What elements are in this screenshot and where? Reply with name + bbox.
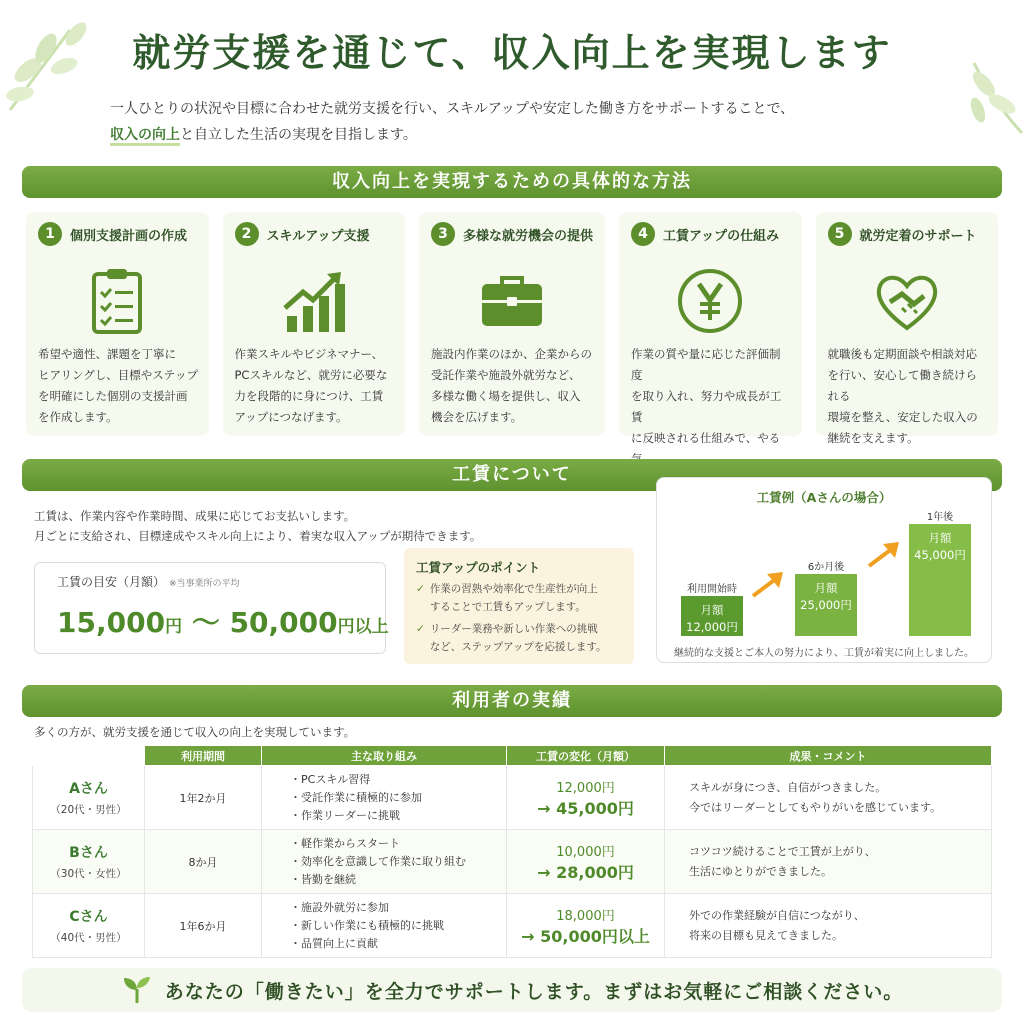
user-name: Aさん: [69, 781, 108, 797]
sprout-icon: [121, 975, 153, 1005]
check-icon: ✓: [416, 623, 425, 635]
table-header: 利用期間: [145, 746, 262, 766]
chart-bar: [795, 574, 857, 636]
chart-note: 継続的な支援とご本人の努力により、工賃が着実に向上しました。: [674, 648, 974, 659]
results-table: [32, 745, 992, 958]
method-card-4: [619, 212, 802, 445]
method-number: 4: [631, 222, 655, 246]
table-header: 工賃の変化（月額）: [507, 746, 665, 766]
intro-line-2: と自立した生活の実現を目指します。: [180, 127, 417, 143]
footer-banner: [22, 968, 1002, 1012]
method-card-2: [223, 212, 406, 436]
comment: 外での作業経験が自信につながり、 将来の目標も見えてきました。: [665, 894, 992, 958]
footer-message: あなたの「働きたい」を全力でサポートします。まずはお気軽にご相談ください。: [164, 980, 904, 1003]
usage-period: 1年6か月: [145, 894, 262, 958]
results-band: 利用者の実績: [22, 685, 1002, 717]
wage-change: 18,000円 → 50,000円以上: [507, 894, 665, 958]
wage-point-item: ✓ リーダー業務や新しい作業への挑戦 など、ステップアップを応援します。: [416, 620, 622, 656]
bar-category-label: 6か月後: [807, 562, 845, 573]
chart-bar: [681, 596, 743, 636]
method-card-1: [26, 212, 209, 436]
user-meta: （40代・男性）: [50, 932, 127, 944]
bar-data-label: 月額: [814, 581, 838, 595]
results-description: 多くの方が、就労支援を通じて収入の向上を実現しています。: [34, 725, 356, 739]
user-name: Bさん: [69, 845, 108, 861]
usage-period: 1年2か月: [145, 766, 262, 830]
method-title: 個別支援計画の作成: [70, 228, 188, 244]
bar-data-label: 12,000円: [686, 620, 738, 634]
table-header: 主な取り組み: [262, 746, 507, 766]
intro-highlight: 収入の向上: [110, 127, 180, 146]
method-card-3: [419, 212, 605, 436]
method-number: 3: [431, 222, 455, 246]
yen-coin-icon: [675, 266, 745, 336]
wage-range: 15,000円 ～ 50,000円以上: [57, 606, 389, 639]
page-title: 就労支援を通じて、収入向上を実現します: [132, 31, 892, 75]
table-row: [33, 766, 992, 830]
wage-points-box: [404, 548, 634, 664]
wage-change: 12,000円 → 45,000円: [507, 766, 665, 830]
method-title: 工賃アップの仕組み: [663, 228, 780, 244]
usage-period: 8か月: [145, 830, 262, 894]
user-meta: （20代・男性）: [50, 804, 127, 816]
user-meta: （30代・女性）: [50, 868, 127, 880]
method-cards: [26, 212, 998, 445]
table-row: [33, 830, 992, 894]
methods-band: 収入向上を実現するための具体的な方法: [22, 166, 1002, 198]
wage-points-title: 工賃アップのポイント: [416, 560, 541, 575]
table-header-row: [33, 746, 992, 766]
wage-example-chart: [656, 477, 992, 663]
user-name: Cさん: [69, 909, 108, 925]
bar-data-label: 月額: [700, 603, 724, 617]
wage-guide-box: [34, 562, 389, 654]
up-arrow-icon: [867, 540, 901, 568]
method-number: 2: [235, 222, 259, 246]
wage-description: 工賃は、作業内容や作業時間、成果に応じてお支払いします。 月ごとに支給され、目標達成やスキル向上により、着実な収入アップが期待できます。: [34, 509, 482, 543]
comment: コツコツ続けることで工賃が上がり、 生活にゆとりができました。: [665, 830, 992, 894]
bar-data-label: 月額: [928, 531, 952, 545]
growth-chart-icon: [279, 266, 349, 336]
wage-change: 10,000円 → 28,000円: [507, 830, 665, 894]
method-title: スキルアップ支援: [266, 228, 370, 244]
method-title: 多様な就労機会の提供: [463, 228, 594, 244]
method-number: 5: [828, 222, 852, 246]
up-arrow-icon: [751, 570, 785, 598]
bar-category-label: 1年後: [926, 512, 954, 523]
bar-category-label: 利用開始時: [687, 584, 737, 595]
table-row: [33, 894, 992, 958]
handshake-heart-icon: [872, 266, 942, 336]
method-description: 就職後も定期面談や相談対応 を行い、安心して働き続けられる 環境を整え、安定した収入の 継続を支えます。: [827, 347, 978, 445]
briefcase-icon: [477, 266, 547, 336]
chart-bar: [909, 524, 971, 636]
check-icon: ✓: [416, 583, 425, 595]
activities: ・PCスキル習得 ・受託作業に積極的に参加 ・作業リーダーに挑戦: [262, 766, 507, 830]
method-description: 作業の質や量に応じた評価制度 を取り入れ、努力や成長が工賃 に反映される仕組みで、やる: [631, 347, 782, 445]
table-header-empty: [33, 746, 145, 766]
method-card-5: [816, 212, 999, 445]
method-description: 施設内作業のほか、企業からの 受託作業や施設外就労など、 多様な働く場を提供し、収入 機会を広げます。: [431, 347, 592, 424]
chart-title: 工賃例（Aさんの場合）: [756, 490, 892, 505]
method-description: 作業スキルやビジネマナー、 PCスキルなど、就労に必要な 力を段階的に身につけ、工賃 アップにつなげます。: [234, 347, 388, 424]
activities: ・施設外就労に参加 ・新しい作業にも積極的に挑戦 ・品質向上に貢献: [262, 894, 507, 958]
method-description: 希望や適性、課題を丁寧に ヒアリングし、目標やステップ を明確にした個別の支援計画 を作成します。: [38, 347, 199, 424]
intro-text: [110, 96, 930, 148]
intro-line-1: 一人ひとりの状況や目標に合わせた就労支援を行い、スキルアップや安定した働き方をサポートすることで、: [110, 101, 795, 117]
method-title: 就労定着のサポート: [859, 228, 977, 244]
bar-data-label: 45,000円: [914, 548, 966, 562]
wage-guide-label: 工賃の目安（月額） ※当事業所の平均: [57, 575, 240, 589]
activities: ・軽作業からスタート ・効率化を意識して作業に取り組む ・皆勤を継続: [262, 830, 507, 894]
comment: スキルが身につき、自信がつきました。 今ではリーダーとしてもやりがいを感じています。: [665, 766, 992, 830]
table-header: 成果・コメント: [665, 746, 992, 766]
method-number: 1: [38, 222, 62, 246]
wage-point-item: ✓ 作業の習熟や効率化で生産性が向上 することで工賃もアップします。: [416, 580, 622, 616]
bar-data-label: 25,000円: [800, 598, 852, 612]
wage-band: 工賃について: [22, 459, 1002, 491]
clipboard-checklist-icon: [82, 266, 152, 336]
